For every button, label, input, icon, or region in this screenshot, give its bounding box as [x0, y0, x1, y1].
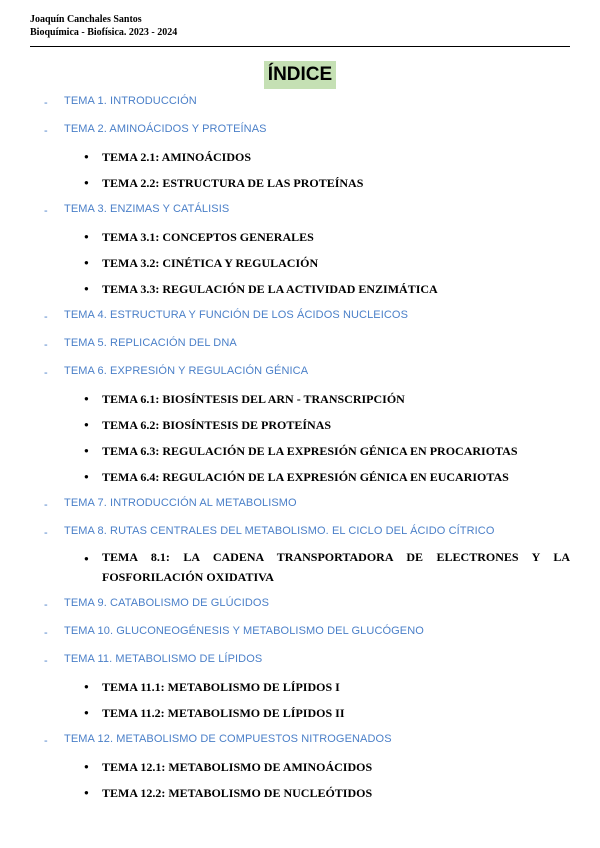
- toc-subtopic: [0, 414, 600, 440]
- dash-marker: -: [44, 339, 48, 351]
- toc-subtopic-label: TEMA 3.3: REGULACIÓN DE LA ACTIVIDAD ENZIMÁTICA: [102, 282, 438, 296]
- dash-marker: -: [44, 367, 48, 379]
- dash-marker: -: [44, 205, 48, 217]
- toc-subtopic: [0, 702, 600, 728]
- dash-marker: -: [44, 527, 48, 539]
- bullet-icon: ●: [84, 682, 89, 691]
- author-name: Joaquín Canchales Santos: [30, 14, 142, 25]
- toc-topic-link[interactable]: TEMA 1. INTRODUCCIÓN: [64, 95, 197, 107]
- toc-subtopic-label: TEMA 3.2: CINÉTICA Y REGULACIÓN: [102, 256, 319, 270]
- toc-topic[interactable]: [0, 648, 600, 676]
- toc-subtopic: [0, 548, 600, 592]
- toc-topic[interactable]: [0, 520, 600, 548]
- toc-subtopic: [0, 278, 600, 304]
- toc-topic[interactable]: [0, 360, 600, 388]
- bullet-icon: ●: [84, 152, 89, 161]
- toc-topic[interactable]: [0, 118, 600, 146]
- toc-subtopic-label: TEMA 6.2: BIOSÍNTESIS DE PROTEÍNAS: [102, 418, 332, 432]
- toc-topic[interactable]: [0, 304, 600, 332]
- bullet-icon: ●: [84, 554, 89, 563]
- dash-marker: -: [44, 97, 48, 109]
- toc-topic-link[interactable]: TEMA 3. ENZIMAS Y CATÁLISIS: [64, 203, 230, 215]
- toc-subtopic: [0, 440, 600, 466]
- page-title: ÍNDICE: [264, 61, 336, 89]
- bullet-icon: ●: [84, 394, 89, 403]
- page-header: [30, 13, 570, 39]
- toc-subtopic: [0, 782, 600, 808]
- toc-topic-link[interactable]: TEMA 12. METABOLISMO DE COMPUESTOS NITROGENADOS: [64, 733, 392, 745]
- toc-topic[interactable]: [0, 728, 600, 756]
- bullet-icon: ●: [84, 762, 89, 771]
- bullet-icon: ●: [84, 708, 89, 717]
- toc-topic[interactable]: [0, 198, 600, 226]
- toc-subtopic: [0, 226, 600, 252]
- dash-marker: -: [44, 735, 48, 747]
- dash-marker: -: [44, 599, 48, 611]
- toc-topic[interactable]: [0, 332, 600, 360]
- dash-marker: -: [44, 655, 48, 667]
- bullet-icon: ●: [84, 232, 89, 241]
- bullet-icon: ●: [84, 472, 89, 481]
- toc-subtopic: [0, 388, 600, 414]
- toc-subtopic: [0, 466, 600, 492]
- toc-subtopic: [0, 676, 600, 702]
- subtopic-line-2: FOSFORILACIÓN OXIDATIVA: [102, 570, 274, 584]
- toc-subtopic-label: TEMA 2.1: AMINOÁCIDOS: [102, 150, 252, 164]
- header-divider: [30, 46, 570, 47]
- dash-marker: -: [44, 627, 48, 639]
- bullet-icon: ●: [84, 446, 89, 455]
- toc-topic[interactable]: [0, 90, 600, 118]
- toc-topic[interactable]: [0, 592, 600, 620]
- toc-subtopic: [0, 172, 600, 198]
- title-container: [0, 61, 600, 89]
- dash-marker: -: [44, 125, 48, 137]
- toc-topic[interactable]: [0, 492, 600, 520]
- toc-subtopic-label: TEMA 3.1: CONCEPTOS GENERALES: [102, 230, 314, 244]
- toc-subtopic-label: TEMA 6.1: BIOSÍNTESIS DEL ARN - TRANSCRIPCIÓN: [102, 392, 405, 406]
- toc-topic-link[interactable]: TEMA 10. GLUCONEOGÉNESIS Y METABOLISMO DEL GLUCÓGENO: [64, 625, 424, 637]
- toc-subtopic-label: TEMA 12.1: METABOLISMO DE AMINOÁCIDOS: [102, 760, 373, 774]
- toc-topic-link[interactable]: TEMA 8. RUTAS CENTRALES DEL METABOLISMO. EL CICLO DEL ÁCIDO CÍTRICO: [64, 525, 495, 537]
- toc-subtopic-label: [102, 547, 570, 587]
- subtopic-line-1: TEMA 8.1: LA CADENA TRANSPORTADORA DE ELECTRONES Y LA: [102, 550, 570, 564]
- toc-subtopic-label: TEMA 6.3: REGULACIÓN DE LA EXPRESIÓN GÉNICA EN PROCARIOTAS: [102, 444, 518, 458]
- toc-topic-link[interactable]: TEMA 4. ESTRUCTURA Y FUNCIÓN DE LOS ÁCIDOS NUCLEICOS: [64, 309, 409, 321]
- toc-subtopic-label: TEMA 2.2: ESTRUCTURA DE LAS PROTEÍNAS: [102, 176, 364, 190]
- toc-topic-link[interactable]: TEMA 7. INTRODUCCIÓN AL METABOLISMO: [64, 497, 297, 509]
- toc-subtopic: [0, 252, 600, 278]
- toc-subtopic: [0, 756, 600, 782]
- bullet-icon: ●: [84, 258, 89, 267]
- course-name: Bioquímica - Biofísica. 2023 - 2024: [30, 27, 178, 38]
- toc-topic-link[interactable]: TEMA 2. AMINOÁCIDOS Y PROTEÍNAS: [64, 123, 267, 135]
- dash-marker: -: [44, 499, 48, 511]
- dash-marker: -: [44, 311, 48, 323]
- toc-subtopic-label: TEMA 11.2: METABOLISMO DE LÍPIDOS II: [102, 706, 345, 720]
- table-of-contents: [0, 90, 600, 808]
- bullet-icon: ●: [84, 788, 89, 797]
- bullet-icon: ●: [84, 178, 89, 187]
- bullet-icon: ●: [84, 420, 89, 429]
- toc-topic-link[interactable]: TEMA 9. CATABOLISMO DE GLÚCIDOS: [64, 597, 270, 609]
- toc-subtopic-label: TEMA 11.1: METABOLISMO DE LÍPIDOS I: [102, 680, 340, 694]
- toc-topic-link[interactable]: TEMA 5. REPLICACIÓN DEL DNA: [64, 337, 237, 349]
- toc-topic-link[interactable]: TEMA 11. METABOLISMO DE LÍPIDOS: [64, 653, 263, 665]
- toc-subtopic-label: TEMA 6.4: REGULACIÓN DE LA EXPRESIÓN GÉNICA EN EUCARIOTAS: [102, 470, 509, 484]
- toc-topic-link[interactable]: TEMA 6. EXPRESIÓN Y REGULACIÓN GÉNICA: [64, 365, 309, 377]
- toc-topic[interactable]: [0, 620, 600, 648]
- toc-subtopic: [0, 146, 600, 172]
- bullet-icon: ●: [84, 284, 89, 293]
- toc-subtopic-label: TEMA 12.2: METABOLISMO DE NUCLEÓTIDOS: [102, 786, 373, 800]
